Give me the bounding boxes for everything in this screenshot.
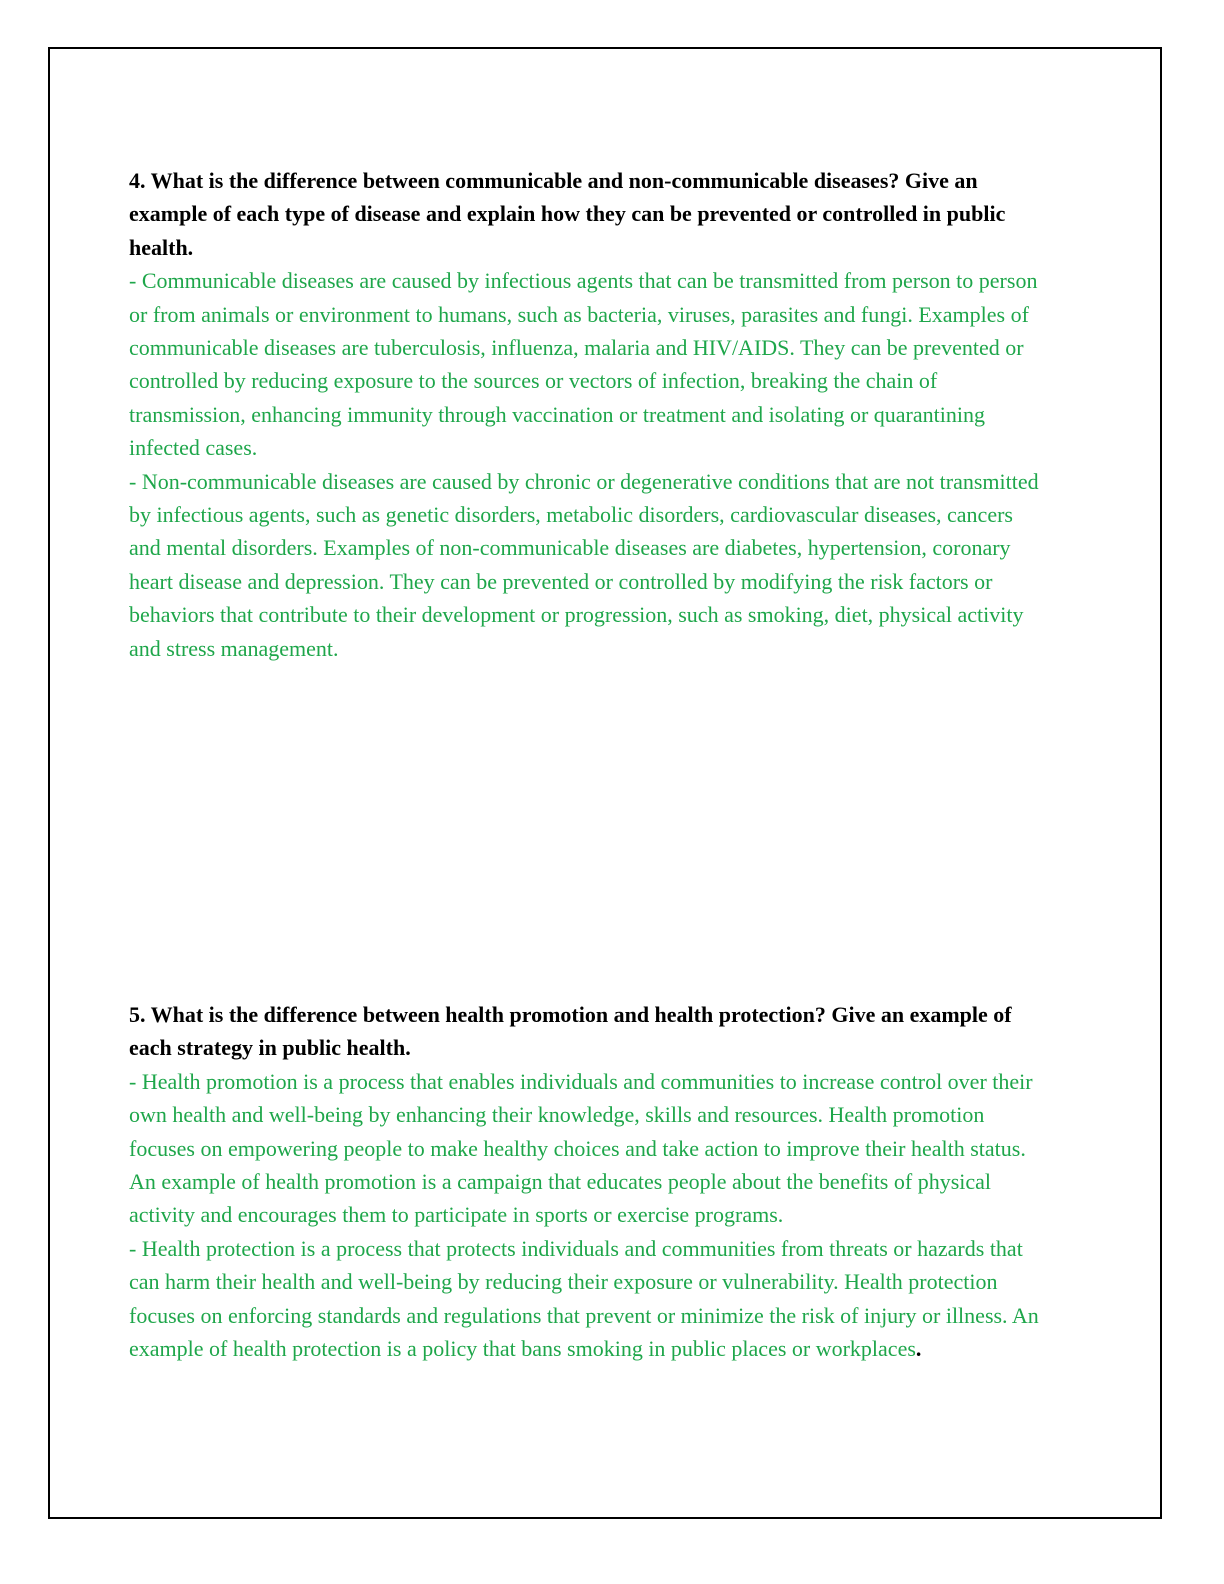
answer-health-promotion: - Health promotion is a process that enables individuals and communities to increase control over their own health and well-being by enhancing their knowledge, skills and resources. Health promotion focuses on empowering people to make healthy choices and take action to improve their health status. An example of health promotion is a campaign that educates people about the benefits of physical activity and encourages them to participate in sports or exercise programs. bbox=[129, 1068, 1033, 1228]
answer-health-protection: - Health protection is a process that protects individuals and communities from threats or hazards that can harm their health and well-being by reducing their exposure or vulnerability. Health protection focuses on enforcing standards and regulations that prevent or minimize the risk of injury or illness. An example of health protection is a policy that bans smoking in public places or workplaces bbox=[129, 1235, 1039, 1362]
answer-non-communicable: - Non-communicable diseases are caused by chronic or degenerative conditions that are not transmitted by infectious agents, such as genetic disorders, metabolic disorders, cardiovascular diseases, cancers and mental disorders. Examples of non-communicable diseases are diabetes, hypertension, coronary heart disease and depression. They can be prevented or controlled by modifying the risk factors or behaviors that contribute to their development or progression, such as smoking, diet, physical activity and stress management. bbox=[129, 468, 1039, 661]
question-4-section bbox=[129, 164, 1049, 665]
answer-health-protection-paragraph bbox=[129, 1232, 1049, 1366]
question-4-heading: 4. What is the difference between communicable and non-communicable diseases? Give an example of each type of disease and explain how they can be prevented or controlled in public health. bbox=[129, 168, 1006, 260]
question-5-section bbox=[129, 998, 1049, 1365]
closing-period: . bbox=[915, 1336, 922, 1362]
question-5-heading: 5. What is the difference between health promotion and health protection? Give an example of each strategy in public health. bbox=[129, 1002, 1012, 1061]
answer-communicable: - Communicable diseases are caused by infectious agents that can be transmitted from person to person or from animals or environment to humans, such as bacteria, viruses, parasites and fungi. Examples of communicable diseases are tuberculosis, influenza, malaria and HIV/AIDS. They can be prevented or controlled by reducing exposure to the sources or vectors of infection, breaking the chain of transmission, enhancing immunity through vaccination or treatment and isolating or quarantining infected cases. bbox=[129, 268, 1038, 461]
